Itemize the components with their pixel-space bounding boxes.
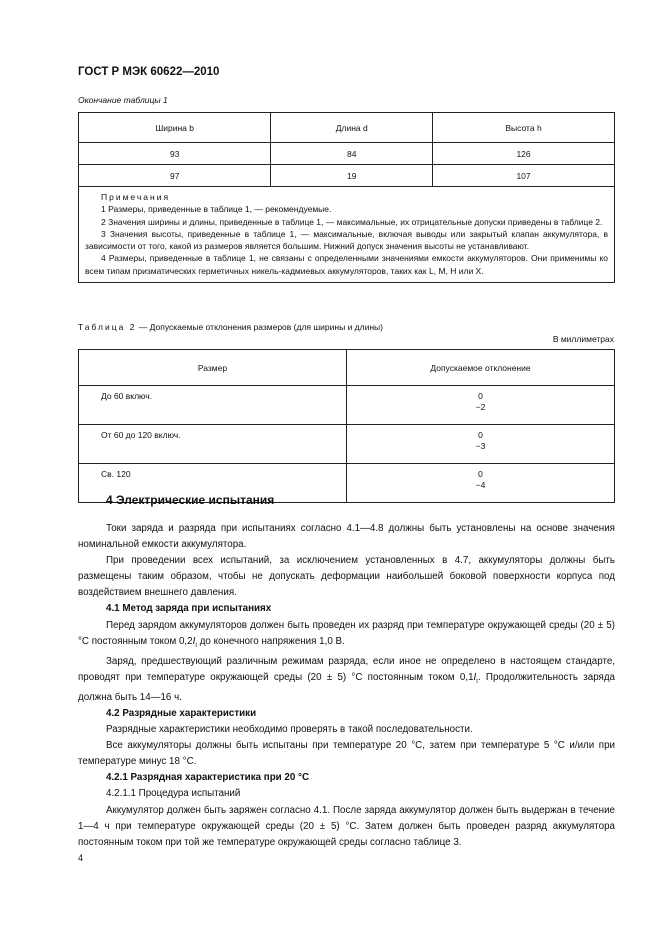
table2-header-size: Размер [79,350,347,386]
table-row [79,143,615,165]
paragraph [78,654,615,706]
paragraph-text: Перед зарядом аккумуляторов должен быть проведен их разряд при температуре окружающей среды (20 ± 5) °C постоянным током 0,2 [78,619,615,647]
table-cell: От 60 до 120 включ. [79,425,347,464]
subsection-heading: 4.2.1 Разрядная характеристика при 20 °C [106,772,310,784]
table-cell [347,386,615,425]
tolerance-lower: −2 [475,402,486,412]
table-row [79,386,615,425]
tolerance-upper: 0 [478,430,483,440]
table1-notes-row [79,187,615,283]
table1-header-length: Длина d [271,113,433,143]
current-subscript: t [195,642,197,649]
current-symbol: I [473,671,477,683]
document-header: ГОСТ Р МЭК 60622—2010 [78,66,220,78]
table-cell: Св. 120 [79,464,347,503]
table-cell: До 60 включ. [79,386,347,425]
subsection-heading: 4.1 Метод заряда при испытаниях [106,603,272,615]
paragraph: Разрядные характеристики необходимо проверять в такой последовательности. [106,724,473,736]
section-body [78,521,615,851]
table-row [79,165,615,187]
table1-header-row [79,113,615,143]
paragraph: При проведении всех испытаний, за исключением установленных в 4.7, аккумуляторы должны быть размещены таким образом, чтобы не допускать деформации наибольшей боковой поверхности корпуса под воздействием внешнего давления. [78,555,615,599]
table2 [78,349,615,503]
paragraph: Токи заряда и разряда при испытаниях согласно 4.1—4.8 должны быть установлены на основе значения номинальной емкости аккумулятора. [78,523,615,551]
table-cell: 97 [79,165,271,187]
note-item: 2 Значения ширины и длины, приведенные в таблице 1, — максимальные, их отрицательные допуски приведены в таблице 2. [101,216,603,227]
table-cell: 126 [433,143,615,165]
table-cell: 107 [433,165,615,187]
table-cell: 93 [79,143,271,165]
paragraph-text: . Продолжительность заряда должна быть 14—16 ч. [78,671,616,703]
paragraph [78,618,615,654]
subsection-heading: 4.2 Разрядные характеристики [106,707,257,719]
table2-caption-label: Таблица 2 [78,322,137,332]
tolerance-upper: 0 [478,469,483,479]
table1-header-height: Высота h [433,113,615,143]
current-subscript: t [476,678,478,685]
note-item: 3 Значения высоты, приведенные в таблице 1, — максимальные, включая выводы или закрытый клапан аккумулятора, в зависимости от того, какой из размеров является большим. Нижний допуск значения высоты не устанавливают. [85,228,608,252]
paragraph: Аккумулятор должен быть заряжен согласно 4.1. После заряда аккумулятор должен быть выдержан в течение 1—4 ч при температуре окружающей среды (20 ± 5) °C. Затем должен быть проведен разряд аккумулятора постоянным током при той же температуре окружающей среды согласно таблице 3. [78,804,615,848]
table2-caption-text: — Допускаемые отклонения размеров (для ширины и длины) [136,322,383,332]
tolerance-upper: 0 [478,391,483,401]
section-heading: 4 Электрические испытания [106,493,275,507]
table-cell: 19 [271,165,433,187]
note-item: 1 Размеры, приведенные в таблице 1, — рекомендуемые. [101,204,332,215]
page-number: 4 [78,853,84,863]
table2-header-tolerance: Допускаемое отклонение [347,350,615,386]
table-cell [347,464,615,503]
table2-caption [78,322,383,332]
notes-title: Примечания [101,192,171,202]
current-symbol: I [192,635,196,647]
table1-header-width: Ширина b [79,113,271,143]
note-item: 4 Размеры, приведенные в таблице 1, не связаны с определенными значениями емкости аккумуляторов. Они применимы ко всем типам призматических герметичных никель-кадмиевых аккумуляторов, таких как L, M, H или X. [85,253,608,276]
table1 [78,112,615,283]
table-cell [347,425,615,464]
paragraph-text: до конечного напряжения 1,0 В. [196,635,345,647]
tolerance-lower: −4 [475,480,486,490]
paragraph-text: Заряд, предшествующий различным режимам разряда, если иное не определено в настоящем стандарте, проводят при температуре окружающей среды (20 ± 5) °C постоянным током 0,1 [78,655,615,683]
table2-units: В миллиметрах [552,334,614,344]
table1-caption: Окончание таблицы 1 [78,95,168,105]
table1-notes [79,187,615,283]
subsection-heading: 4.2.1.1 Процедура испытаний [106,788,241,800]
tolerance-lower: −3 [475,441,486,451]
table-cell: 84 [271,143,433,165]
table-row [79,425,615,464]
paragraph: Все аккумуляторы должны быть испытаны при температуре 20 °C, затем при температуре 5 °C и/или при температуре минус 18 °C. [78,740,615,768]
table2-header-row [79,350,615,386]
